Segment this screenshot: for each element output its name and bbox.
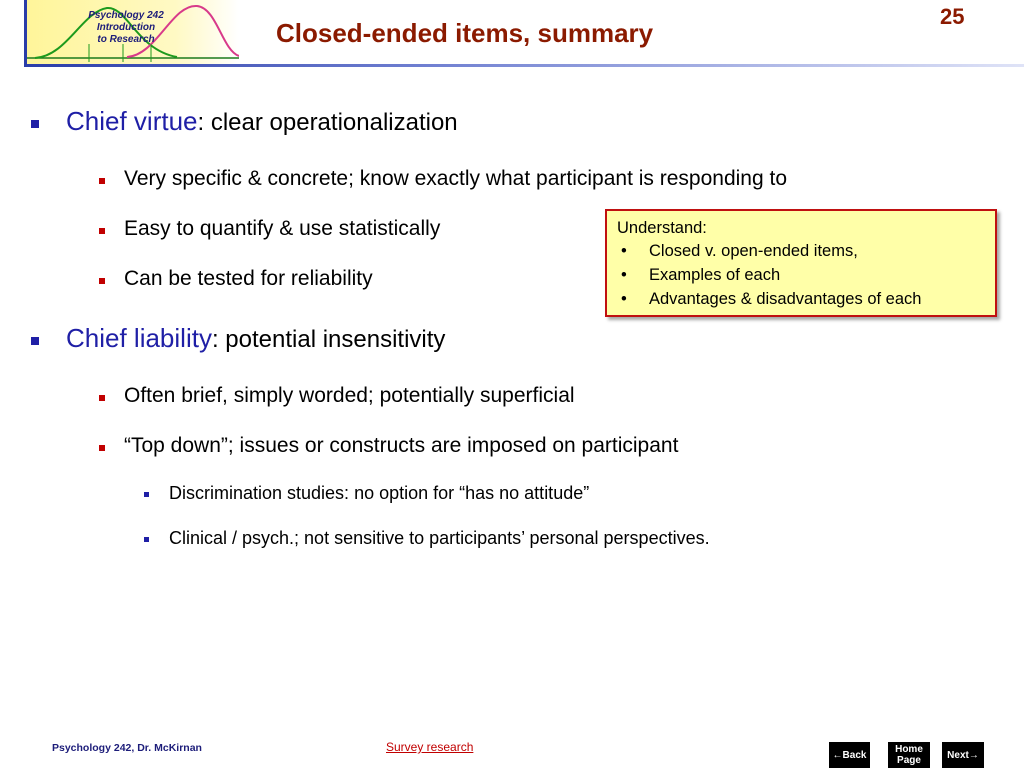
bullet-dot-icon: •: [621, 290, 627, 308]
back-button[interactable]: ←Back: [829, 742, 870, 768]
bullet-square-icon: [99, 278, 105, 284]
chief-virtue-head: Chief virtue: [66, 106, 198, 136]
logo-text: [71, 10, 181, 46]
bullet-square-icon: [99, 228, 105, 234]
course-logo: [24, 0, 239, 64]
virtue-sub-3: Can be tested for reliability: [124, 267, 373, 290]
callout-item: [617, 263, 985, 287]
bullet-chief-liability: [66, 323, 445, 354]
footer-course: Psychology 242, Dr. McKirnan: [52, 742, 202, 754]
bullet-square-icon: [144, 492, 149, 497]
chief-virtue-rest: : clear operationalization: [197, 109, 458, 136]
bullet-chief-virtue: [66, 106, 458, 137]
bullet-square-icon: [99, 178, 105, 184]
virtue-sub-2: Easy to quantify & use statistically: [124, 217, 441, 240]
title-underline: [24, 64, 1024, 67]
liability-sub-2: “Top down”; issues or constructs are imposed on participant: [124, 434, 679, 457]
bullet-dot-icon: •: [621, 242, 627, 260]
page-number: 25: [940, 4, 965, 29]
liability-subsub-2: Clinical / psych.; not sensitive to participants’ personal perspectives.: [169, 528, 710, 548]
virtue-sub-1: Very specific & concrete; know exactly what participant is responding to: [124, 167, 787, 190]
home-button-line-2: Page: [897, 755, 921, 766]
bullet-dot-icon: •: [621, 266, 627, 284]
bullet-square-icon: [144, 537, 149, 542]
callout-item-text: Advantages & disadvantages of each: [649, 290, 922, 308]
callout-header: Understand:: [617, 219, 707, 237]
callout-item: [617, 239, 985, 263]
chief-liability-rest: : potential insensitivity: [211, 326, 446, 353]
home-page-button[interactable]: [888, 742, 930, 768]
bullet-square-icon: [31, 120, 39, 128]
callout-item: [617, 287, 985, 311]
bullet-square-icon: [31, 337, 39, 345]
logo-line-3: to Research: [97, 34, 155, 45]
bullet-square-icon: [99, 445, 105, 451]
footer-topic-link[interactable]: Survey research: [386, 740, 474, 754]
bullet-square-icon: [99, 395, 105, 401]
slide-title: Closed-ended items, summary: [276, 18, 654, 48]
home-button-line-1: Home: [895, 744, 923, 755]
logo-line-2: Introduction: [96, 22, 156, 33]
understand-callout: [605, 209, 997, 317]
next-button[interactable]: Next→: [942, 742, 984, 768]
logo-line-1: Psychology 242: [88, 10, 164, 21]
liability-subsub-1: Discrimination studies: no option for “has no attitude”: [169, 483, 590, 503]
callout-item-text: Examples of each: [649, 266, 781, 284]
callout-item-text: Closed v. open-ended items,: [649, 242, 858, 260]
liability-sub-1: Often brief, simply worded; potentially superficial: [124, 384, 575, 407]
chief-liability-head: Chief liability: [66, 323, 212, 353]
